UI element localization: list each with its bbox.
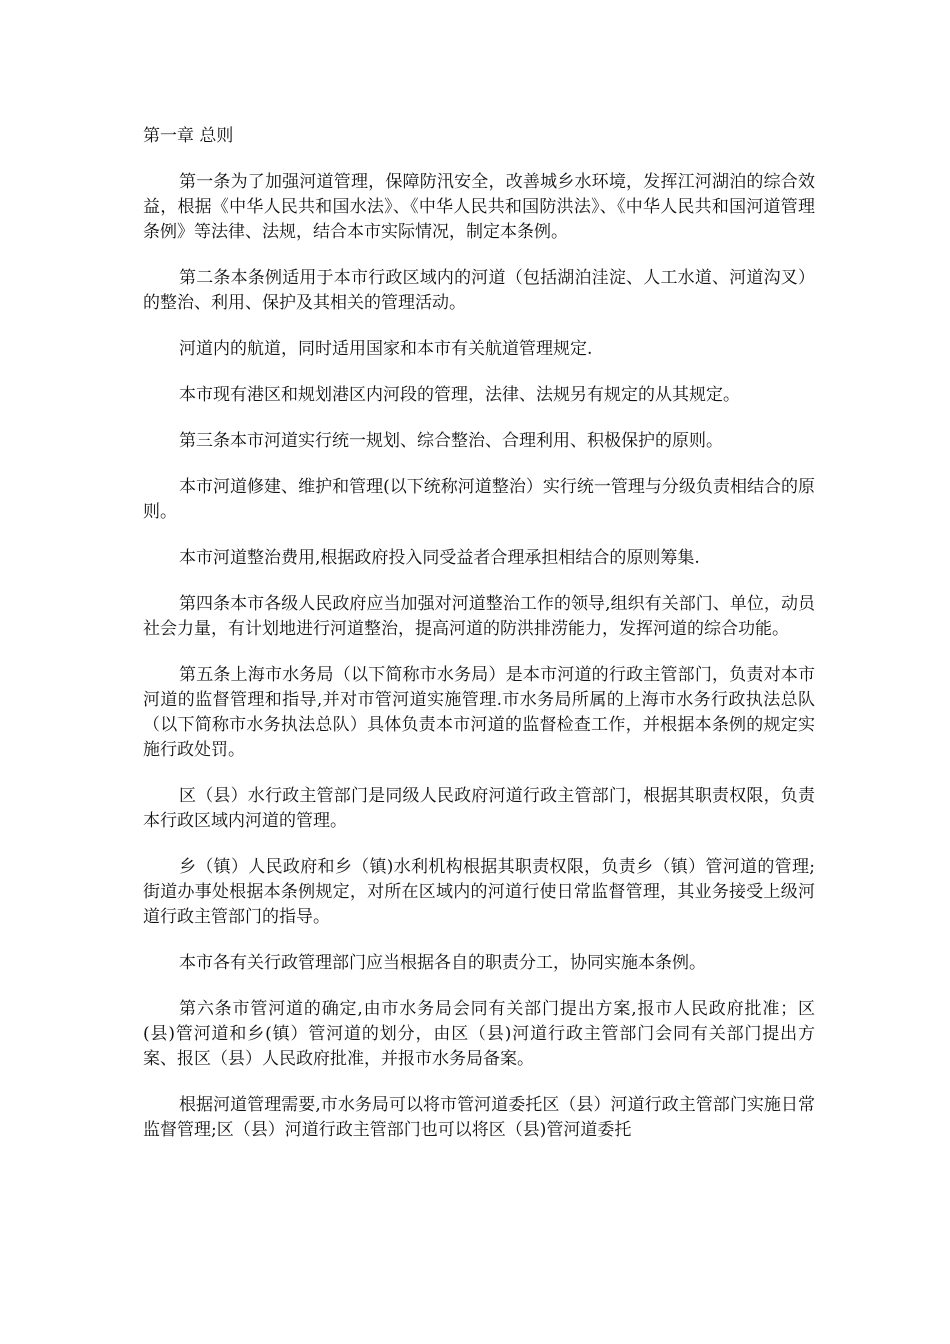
paragraph-article-3: 第三条本市河道实行统一规划、综合整治、合理利用、积极保护的原则。 <box>179 431 723 451</box>
paragraph-article-5: 第五条上海市水务局（以下简称市水务局）是本市河道的行政主管部门，负责对本市河道的监督管理和指导,并对市管河道实施管理.市水务局所属的上海市水务行政执法总队（以下简称市水务执法总队）具体负责本市河道的监督检查工作，并根据本条例的规定实施行政处罚。 <box>143 665 815 760</box>
paragraph: 本市河道修建、维护和管理(以下统称河道整治）实行统一管理与分级负责相结合的原则。 <box>143 477 815 522</box>
chapter-title: 第一章 总则 <box>143 126 234 146</box>
paragraph: 区（县）水行政主管部门是同级人民政府河道行政主管部门，根据其职责权限，负责本行政区域内河道的管理。 <box>143 786 815 831</box>
paragraph-article-4: 第四条本市各级人民政府应当加强对河道整治工作的领导,组织有关部门、单位，动员社会力量，有计划地进行河道整治，提高河道的防洪排涝能力，发挥河道的综合功能。 <box>143 594 815 639</box>
paragraph: 本市现有港区和规划港区内河段的管理，法律、法规另有规定的从其规定。 <box>179 385 740 405</box>
paragraph-article-2: 第二条本条例适用于本市行政区域内的河道（包括湖泊洼淀、人工水道、河道沟叉）的整治、利用、保护及其相关的管理活动。 <box>143 268 815 313</box>
paragraph: 本市各有关行政管理部门应当根据各自的职责分工，协同实施本条例。 <box>179 953 706 973</box>
paragraph: 河道内的航道，同时适用国家和本市有关航道管理规定. <box>179 339 593 359</box>
paragraph: 本市河道整治费用,根据政府投入同受益者合理承担相结合的原则筹集. <box>179 548 700 568</box>
paragraph-article-6: 第六条市管河道的确定,由市水务局会同有关部门提出方案,报市人民政府批准；区(县)管河道和乡(镇）管河道的划分，由区（县)河道行政主管部门会同有关部门提出方案、报区（县）人民政府批准，并报市水务局备案。 <box>143 999 815 1069</box>
paragraph: 乡（镇）人民政府和乡（镇)水利机构根据其职责权限，负责乡（镇）管河道的管理;街道办事处根据本条例规定，对所在区域内的河道行使日常监督管理，其业务接受上级河道行政主管部门的指导。 <box>143 857 815 927</box>
paragraph-article-1: 第一条为了加强河道管理，保障防汛安全，改善城乡水环境，发挥江河湖泊的综合效益，根据《中华人民共和国水法》、《中华人民共和国防洪法》、《中华人民共和国河道管理条例》等法律、法规，结合本市实际情况，制定本条例。 <box>143 172 815 242</box>
document-body <box>143 124 815 1143</box>
paragraph: 根据河道管理需要,市水务局可以将市管河道委托区（县）河道行政主管部门实施日常监督管理;区（县）河道行政主管部门也可以将区（县)管河道委托 <box>143 1095 815 1140</box>
